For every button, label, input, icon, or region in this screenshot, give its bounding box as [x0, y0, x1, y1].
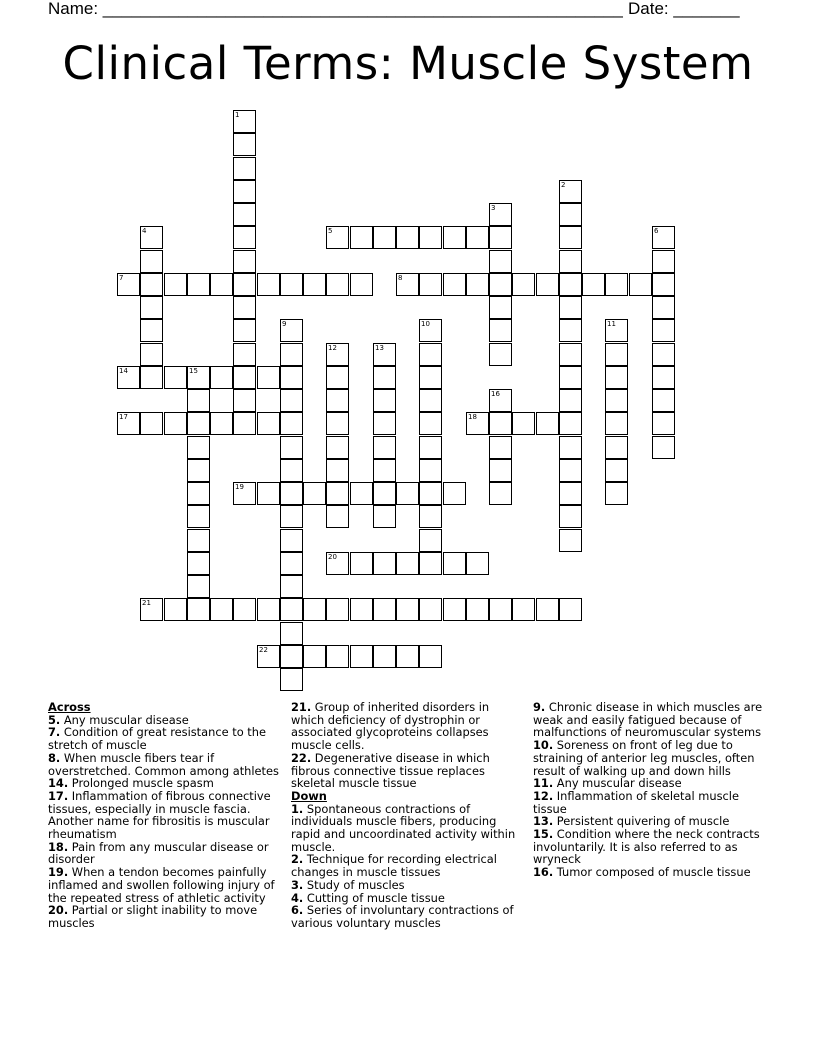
grid-cell[interactable]	[559, 436, 582, 459]
clue-number: 20	[328, 553, 337, 561]
down-clue	[533, 739, 765, 777]
grid-cell[interactable]	[187, 505, 210, 528]
clue-text: Series of involuntary contractions of various voluntary muscles	[291, 903, 514, 930]
grid-cell[interactable]	[210, 598, 233, 621]
clue-number: 21.	[291, 700, 312, 714]
grid-cell[interactable]	[233, 296, 256, 319]
grid-cell[interactable]	[303, 273, 326, 296]
clue-text: Any muscular disease	[60, 712, 189, 727]
clue-number: 3.	[291, 877, 304, 892]
grid-cell[interactable]	[187, 436, 210, 459]
grid-cell[interactable]	[489, 389, 512, 412]
grid-cell[interactable]	[605, 482, 628, 505]
grid-cell[interactable]	[419, 529, 442, 552]
grid-cell[interactable]	[233, 482, 256, 505]
grid-cell[interactable]	[140, 366, 163, 389]
grid-cell[interactable]	[559, 296, 582, 319]
grid-cell[interactable]	[280, 645, 303, 668]
grid-cell[interactable]	[373, 389, 396, 412]
grid-cell[interactable]	[350, 645, 373, 668]
grid-cell[interactable]	[257, 645, 280, 668]
across-clue	[48, 752, 280, 777]
grid-cell[interactable]	[373, 412, 396, 435]
clue-number: 8	[398, 274, 403, 282]
grid-cell[interactable]	[164, 273, 187, 296]
grid-cell[interactable]	[396, 552, 419, 575]
clue-text: Condition of great resistance to the stretch of muscle	[48, 725, 266, 753]
across-heading: Across	[48, 700, 91, 714]
grid-cell[interactable]	[140, 319, 163, 342]
grid-cell[interactable]	[466, 598, 489, 621]
grid-cell[interactable]	[187, 412, 210, 435]
grid-cell[interactable]	[373, 459, 396, 482]
grid-cell[interactable]	[396, 273, 419, 296]
clue-number: 4.	[291, 890, 304, 905]
grid-cell[interactable]	[559, 412, 582, 435]
clue-text: Soreness on front of leg due to straining of anterior leg muscles, often result of walking up and down hills	[533, 738, 755, 778]
grid-cell[interactable]	[233, 157, 256, 180]
grid-cell[interactable]	[419, 389, 442, 412]
grid-cell[interactable]	[536, 412, 559, 435]
clue-number: 17.	[48, 788, 69, 803]
grid-cell[interactable]	[443, 273, 466, 296]
clue-number: 12.	[533, 788, 554, 803]
grid-cell[interactable]	[117, 412, 140, 435]
grid-cell[interactable]	[280, 436, 303, 459]
down-clue	[533, 790, 765, 815]
grid-cell[interactable]	[187, 552, 210, 575]
grid-cell[interactable]	[419, 482, 442, 505]
grid-cell[interactable]	[652, 389, 675, 412]
grid-cell[interactable]	[419, 459, 442, 482]
grid-cell[interactable]	[512, 412, 535, 435]
clue-number: 16	[491, 390, 500, 398]
down-clue	[533, 866, 765, 879]
clue-text: Inflammation of skeletal muscle tissue	[533, 788, 739, 816]
grid-cell[interactable]	[233, 180, 256, 203]
grid-cell[interactable]	[326, 552, 349, 575]
grid-cell[interactable]	[443, 482, 466, 505]
grid-cell[interactable]	[233, 133, 256, 156]
grid-cell[interactable]	[350, 598, 373, 621]
grid-cell[interactable]	[466, 273, 489, 296]
clue-number: 15	[189, 367, 198, 375]
grid-cell[interactable]	[489, 343, 512, 366]
clue-text: Spontaneous contractions of individuals muscle fibers, producing rapid and uncoordinated activity within muscle.	[291, 801, 516, 854]
grid-cell[interactable]	[233, 273, 256, 296]
grid-cell[interactable]	[605, 319, 628, 342]
grid-cell[interactable]	[419, 273, 442, 296]
grid-cell[interactable]	[280, 319, 303, 342]
grid-cell[interactable]	[303, 598, 326, 621]
grid-cell[interactable]	[187, 459, 210, 482]
clue-text: Any muscular disease	[553, 776, 682, 791]
grid-cell[interactable]	[419, 505, 442, 528]
grid-cell[interactable]	[140, 343, 163, 366]
clue-text: Condition where the neck contracts involuntarily. It is also referred to as wryneck	[533, 827, 760, 867]
grid-cell[interactable]	[512, 598, 535, 621]
grid-cell[interactable]	[187, 389, 210, 412]
grid-cell[interactable]	[466, 552, 489, 575]
grid-cell[interactable]	[164, 366, 187, 389]
grid-cell[interactable]	[280, 529, 303, 552]
clue-number: 17	[119, 413, 128, 421]
clue-number: 10.	[533, 738, 554, 753]
grid-cell[interactable]	[489, 482, 512, 505]
grid-cell[interactable]	[257, 598, 280, 621]
grid-cell[interactable]	[117, 273, 140, 296]
grid-cell[interactable]	[582, 273, 605, 296]
clue-text: Technique for recording electrical changes in muscle tissues	[291, 852, 497, 880]
across-clue	[48, 841, 280, 866]
grid-cell[interactable]	[419, 552, 442, 575]
grid-cell[interactable]	[187, 575, 210, 598]
grid-cell[interactable]	[443, 598, 466, 621]
grid-cell[interactable]	[489, 273, 512, 296]
grid-cell[interactable]	[489, 319, 512, 342]
grid-cell[interactable]	[489, 296, 512, 319]
clue-text: Degenerative disease in which fibrous connective tissue replaces skeletal muscle tissue	[291, 750, 490, 791]
page-title: Clinical Terms: Muscle System	[62, 37, 754, 90]
grid-cell[interactable]	[326, 226, 349, 249]
grid-cell[interactable]	[257, 366, 280, 389]
grid-cell[interactable]	[652, 226, 675, 249]
grid-cell[interactable]	[396, 645, 419, 668]
grid-cell[interactable]	[187, 482, 210, 505]
clue-text: Group of inherited disorders in which deficiency of dystrophin or associated glycoproteins collapses muscle cells.	[291, 700, 490, 753]
grid-cell[interactable]	[326, 645, 349, 668]
across-clue	[291, 752, 523, 790]
grid-cell[interactable]	[605, 436, 628, 459]
grid-cell[interactable]	[257, 482, 280, 505]
grid-cell[interactable]	[373, 598, 396, 621]
grid-cell[interactable]	[187, 529, 210, 552]
clue-number: 6.	[291, 903, 304, 918]
grid-cell[interactable]	[210, 366, 233, 389]
grid-cell[interactable]	[512, 273, 535, 296]
grid-cell[interactable]	[233, 319, 256, 342]
clue-number: 13.	[533, 814, 554, 829]
clue-text: When muscle fibers tear if overstretched. Common among athletes	[48, 750, 279, 778]
grid-cell[interactable]	[233, 598, 256, 621]
grid-cell[interactable]	[652, 412, 675, 435]
grid-cell[interactable]	[443, 226, 466, 249]
down-clue	[291, 853, 523, 878]
grid-cell[interactable]	[559, 482, 582, 505]
clue-number: 2.	[291, 852, 304, 867]
clues-column-1	[48, 701, 280, 930]
grid-cell[interactable]	[187, 273, 210, 296]
grid-cell[interactable]	[536, 273, 559, 296]
across-clue	[48, 866, 280, 904]
grid-cell[interactable]	[373, 482, 396, 505]
clue-number: 14	[119, 367, 128, 375]
grid-cell[interactable]	[373, 226, 396, 249]
clue-number: 19	[235, 483, 244, 491]
grid-cell[interactable]	[326, 459, 349, 482]
grid-cell[interactable]	[489, 226, 512, 249]
down-clue	[533, 828, 765, 866]
grid-cell[interactable]	[350, 552, 373, 575]
grid-cell[interactable]	[652, 296, 675, 319]
grid-cell[interactable]	[233, 412, 256, 435]
grid-cell[interactable]	[280, 598, 303, 621]
grid-cell[interactable]	[652, 436, 675, 459]
grid-cell[interactable]	[605, 389, 628, 412]
grid-cell[interactable]	[652, 319, 675, 342]
clue-number: 5	[328, 227, 333, 235]
grid-cell[interactable]	[559, 203, 582, 226]
grid-cell[interactable]	[489, 250, 512, 273]
grid-cell[interactable]	[326, 273, 349, 296]
grid-cell[interactable]	[559, 389, 582, 412]
clue-text: Pain from any muscular disease or disorder	[48, 839, 269, 867]
grid-cell[interactable]	[559, 319, 582, 342]
clue-text: Persistent quivering of muscle	[553, 814, 730, 829]
grid-cell[interactable]	[396, 482, 419, 505]
grid-cell[interactable]	[326, 436, 349, 459]
clues-column-2	[291, 701, 523, 930]
grid-cell[interactable]	[419, 412, 442, 435]
grid-cell[interactable]	[419, 598, 442, 621]
grid-cell[interactable]	[536, 598, 559, 621]
grid-cell[interactable]	[140, 273, 163, 296]
down-heading: Down	[291, 788, 327, 803]
grid-cell[interactable]	[350, 482, 373, 505]
grid-cell[interactable]	[629, 273, 652, 296]
grid-cell[interactable]	[373, 505, 396, 528]
grid-cell[interactable]	[419, 319, 442, 342]
grid-cell[interactable]	[280, 343, 303, 366]
clue-number: 21	[142, 599, 151, 607]
grid-cell[interactable]	[233, 110, 256, 133]
clue-number: 18	[468, 413, 477, 421]
grid-cell[interactable]	[210, 412, 233, 435]
clues-column-3	[533, 701, 765, 879]
across-clue	[48, 790, 280, 841]
clue-text: Chronic disease in which muscles are weak and easily fatigued because of malfunctions of neuromuscular systems	[533, 700, 763, 740]
grid-cell[interactable]	[117, 366, 140, 389]
grid-cell[interactable]	[373, 552, 396, 575]
grid-cell[interactable]	[280, 622, 303, 645]
grid-cell[interactable]	[140, 296, 163, 319]
clue-number: 9.	[533, 700, 546, 714]
grid-cell[interactable]	[326, 598, 349, 621]
grid-cell[interactable]	[652, 273, 675, 296]
grid-cell[interactable]	[652, 343, 675, 366]
grid-cell[interactable]	[280, 366, 303, 389]
grid-cell[interactable]	[140, 226, 163, 249]
name-field[interactable]: Name: _______________________________________________________	[48, 0, 623, 18]
grid-cell[interactable]	[489, 412, 512, 435]
down-clue	[533, 701, 765, 739]
grid-cell[interactable]	[164, 598, 187, 621]
grid-cell[interactable]	[559, 273, 582, 296]
grid-cell[interactable]	[280, 552, 303, 575]
clue-number: 6	[654, 227, 659, 235]
grid-cell[interactable]	[233, 343, 256, 366]
grid-cell[interactable]	[605, 459, 628, 482]
clue-number: 7	[119, 274, 124, 282]
grid-cell[interactable]	[652, 250, 675, 273]
grid-cell[interactable]	[652, 366, 675, 389]
grid-cell[interactable]	[326, 505, 349, 528]
grid-cell[interactable]	[280, 389, 303, 412]
grid-cell[interactable]	[605, 366, 628, 389]
grid-cell[interactable]	[373, 645, 396, 668]
grid-cell[interactable]	[559, 250, 582, 273]
across-clue	[48, 904, 280, 929]
clue-text: Tumor composed of muscle tissue	[553, 865, 751, 880]
clue-number: 19.	[48, 865, 69, 880]
clue-text: Partial or slight inability to move muscles	[48, 903, 258, 930]
grid-cell[interactable]	[257, 412, 280, 435]
clue-text: Cutting of muscle tissue	[303, 890, 445, 905]
grid-cell[interactable]	[373, 366, 396, 389]
grid-cell[interactable]	[350, 226, 373, 249]
grid-cell[interactable]	[396, 226, 419, 249]
grid-cell[interactable]	[559, 505, 582, 528]
grid-cell[interactable]	[559, 459, 582, 482]
grid-cell[interactable]	[489, 203, 512, 226]
clue-number: 2	[561, 181, 566, 189]
grid-cell[interactable]	[326, 343, 349, 366]
grid-cell[interactable]	[419, 645, 442, 668]
grid-cell[interactable]	[303, 482, 326, 505]
down-clue	[291, 904, 523, 929]
clue-number: 22.	[291, 750, 312, 765]
grid-cell[interactable]	[419, 343, 442, 366]
grid-cell[interactable]	[559, 529, 582, 552]
clue-text: When a tendon becomes painfully inflamed and swollen following injury of the repeated stress of athletic activity	[48, 865, 275, 905]
down-clue	[291, 803, 523, 854]
grid-cell[interactable]	[489, 598, 512, 621]
grid-cell[interactable]	[280, 668, 303, 691]
grid-cell[interactable]	[326, 412, 349, 435]
clue-number: 11	[607, 320, 616, 328]
clue-number: 4	[142, 227, 147, 235]
clue-number: 8.	[48, 750, 61, 765]
grid-cell[interactable]	[443, 552, 466, 575]
grid-cell[interactable]	[559, 180, 582, 203]
clue-number: 15.	[533, 827, 554, 842]
grid-cell[interactable]	[326, 482, 349, 505]
grid-cell[interactable]	[419, 226, 442, 249]
clue-number: 7.	[48, 725, 61, 740]
clue-number: 18.	[48, 839, 69, 854]
grid-cell[interactable]	[187, 598, 210, 621]
grid-cell[interactable]	[280, 459, 303, 482]
grid-cell[interactable]	[233, 250, 256, 273]
clue-number: 9	[282, 320, 287, 328]
grid-cell[interactable]	[419, 436, 442, 459]
grid-cell[interactable]	[605, 273, 628, 296]
grid-cell[interactable]	[280, 505, 303, 528]
grid-cell[interactable]	[257, 273, 280, 296]
grid-cell[interactable]	[489, 459, 512, 482]
grid-cell[interactable]	[280, 482, 303, 505]
grid-cell[interactable]	[210, 273, 233, 296]
clue-number: 1	[235, 111, 240, 119]
across-clue	[48, 726, 280, 751]
grid-cell[interactable]	[605, 343, 628, 366]
clue-number: 20.	[48, 903, 69, 918]
clue-text: Inflammation of fibrous connective tissues, especially in muscle fascia. Another name for fibrositis is muscular rheumatism	[48, 788, 271, 842]
grid-cell[interactable]	[233, 389, 256, 412]
grid-cell[interactable]	[559, 226, 582, 249]
grid-cell[interactable]	[233, 366, 256, 389]
clue-number: 14.	[48, 776, 69, 791]
date-field[interactable]: Date: _______	[628, 0, 740, 18]
clue-number: 12	[328, 344, 337, 352]
grid-cell[interactable]	[396, 598, 419, 621]
grid-cell[interactable]	[140, 250, 163, 273]
grid-cell[interactable]	[373, 436, 396, 459]
grid-cell[interactable]	[280, 575, 303, 598]
grid-cell[interactable]	[187, 366, 210, 389]
clue-number: 1.	[291, 801, 304, 816]
clue-text: Study of muscles	[303, 877, 405, 892]
clue-text: Prolonged muscle spasm	[68, 776, 214, 791]
grid-cell[interactable]	[303, 645, 326, 668]
grid-cell[interactable]	[489, 436, 512, 459]
grid-cell[interactable]	[350, 273, 373, 296]
grid-cell[interactable]	[233, 203, 256, 226]
grid-cell[interactable]	[466, 412, 489, 435]
clue-number: 5.	[48, 712, 61, 727]
grid-cell[interactable]	[280, 273, 303, 296]
grid-cell[interactable]	[419, 366, 442, 389]
grid-cell[interactable]	[233, 226, 256, 249]
grid-cell[interactable]	[559, 343, 582, 366]
clue-number: 22	[259, 646, 268, 654]
grid-cell[interactable]	[140, 412, 163, 435]
grid-cell[interactable]	[373, 343, 396, 366]
clue-number: 11.	[533, 776, 554, 791]
clue-number: 3	[491, 204, 496, 212]
clue-number: 13	[375, 344, 384, 352]
grid-cell[interactable]	[559, 366, 582, 389]
grid-cell[interactable]	[326, 389, 349, 412]
across-clue	[291, 701, 523, 752]
grid-cell[interactable]	[280, 412, 303, 435]
grid-cell[interactable]	[164, 412, 187, 435]
grid-cell[interactable]	[605, 412, 628, 435]
clue-number: 16.	[533, 865, 554, 880]
grid-cell[interactable]	[326, 366, 349, 389]
grid-cell[interactable]	[466, 226, 489, 249]
clue-number: 10	[421, 320, 430, 328]
grid-cell[interactable]	[559, 598, 582, 621]
grid-cell[interactable]	[140, 598, 163, 621]
